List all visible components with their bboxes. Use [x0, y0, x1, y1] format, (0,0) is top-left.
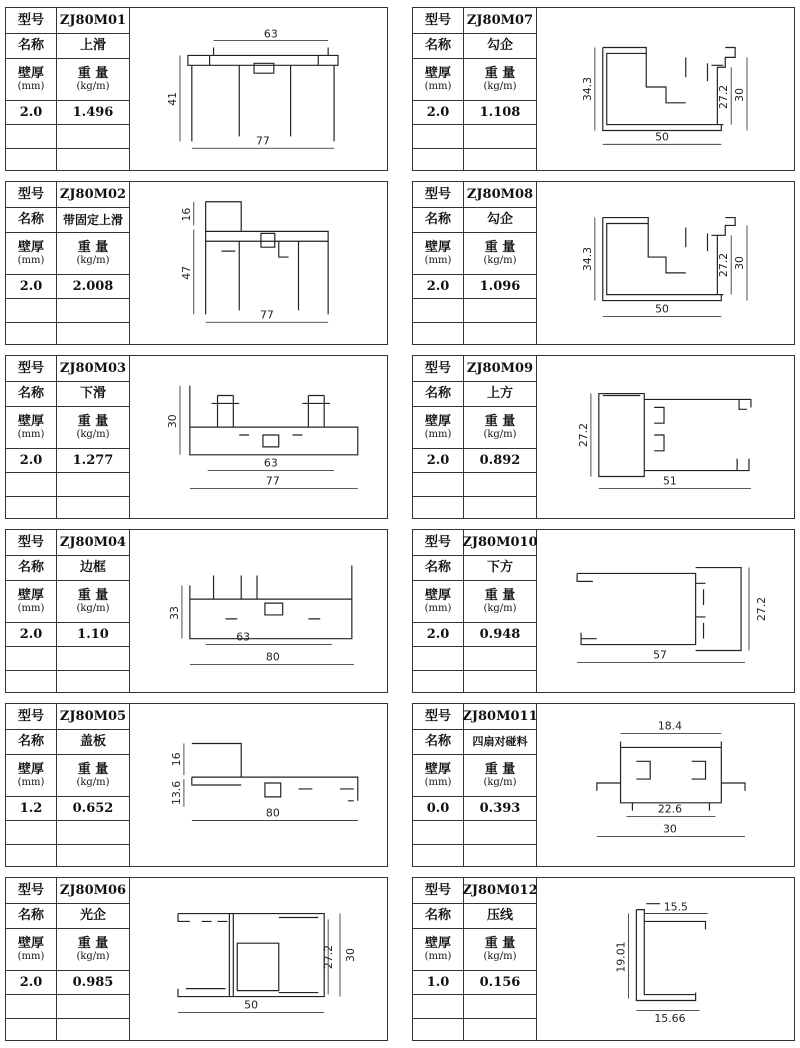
thickness-value: 1.0 [426, 974, 450, 990]
name-label: 名称 [424, 212, 451, 227]
profile-name: 边框 [79, 560, 106, 575]
model-label: 型号 [17, 535, 44, 550]
profile-name: 上方 [486, 386, 513, 401]
spec-table [6, 530, 130, 692]
spec-table [6, 356, 130, 518]
thickness-value: 2.0 [426, 104, 450, 120]
spec-table [413, 878, 537, 1040]
dimension-label: 63 [236, 630, 251, 644]
weight-value: 0.393 [479, 800, 521, 816]
weight-value: 0.985 [72, 974, 114, 990]
dimension-label: 50 [655, 302, 669, 316]
dimension-label: 33 [167, 606, 181, 620]
dimension-label: 30 [166, 414, 180, 429]
thickness-label: 壁厚 (mm) [17, 587, 45, 614]
thickness-value: 2.0 [19, 452, 43, 468]
weight-value: 1.496 [72, 104, 114, 120]
model-label: 型号 [17, 709, 44, 724]
dimension-label: 15.66 [654, 1012, 686, 1026]
weight-label: 重 量 (kg/m) [76, 935, 110, 962]
model-code: ZJ80M07 [466, 13, 534, 28]
profile-name: 勾企 [486, 212, 513, 227]
profile-card [5, 529, 388, 693]
weight-label: 重 量 (kg/m) [483, 65, 517, 92]
dimension-label: 57 [653, 648, 667, 662]
name-label: 名称 [424, 908, 451, 923]
dimension-label: 77 [265, 474, 280, 488]
model-code: ZJ80M09 [466, 361, 534, 376]
weight-label: 重 量 (kg/m) [76, 239, 110, 266]
spec-table [413, 356, 537, 518]
weight-label: 重 量 (kg/m) [76, 413, 110, 440]
weight-label: 重 量 (kg/m) [483, 761, 517, 788]
dimension-label: 63 [263, 27, 278, 41]
dimension-label: 27.2 [717, 252, 731, 278]
dimension-label: 51 [663, 474, 677, 488]
model-label: 型号 [17, 883, 44, 898]
profile-drawing [130, 704, 387, 866]
profile-name: 下方 [486, 560, 513, 575]
name-label: 名称 [424, 734, 451, 749]
thickness-label: 壁厚 (mm) [424, 761, 452, 788]
profile-cross-section [130, 8, 387, 170]
profile-cross-section [130, 878, 387, 1040]
thickness-label: 壁厚 (mm) [424, 239, 452, 266]
thickness-label: 壁厚 (mm) [17, 413, 45, 440]
profile-drawing [130, 356, 387, 518]
profile-card [5, 181, 388, 345]
profile-drawing [537, 530, 794, 692]
profile-drawing [537, 704, 794, 866]
spec-table [6, 8, 130, 170]
profile-drawing [537, 8, 794, 170]
profile-card [5, 7, 388, 171]
profile-card [5, 703, 388, 867]
name-label: 名称 [17, 212, 44, 227]
profile-drawing [537, 182, 794, 344]
model-code: ZJ80M011 [462, 709, 538, 724]
thickness-label: 壁厚 (mm) [17, 761, 45, 788]
thickness-label: 壁厚 (mm) [424, 935, 452, 962]
thickness-value: 2.0 [426, 626, 450, 642]
spec-table [6, 704, 130, 866]
profile-drawing [537, 878, 794, 1040]
weight-label: 重 量 (kg/m) [483, 413, 517, 440]
dimension-label: 30 [733, 88, 747, 102]
dimension-label: 27.2 [576, 422, 590, 448]
model-code: ZJ80M010 [462, 535, 538, 550]
weight-value: 1.277 [72, 452, 114, 468]
dimension-label: 27.2 [754, 596, 768, 622]
profile-cross-section [537, 704, 794, 866]
profile-card [412, 529, 795, 693]
model-label: 型号 [424, 535, 451, 550]
model-label: 型号 [424, 13, 451, 28]
spec-table [413, 704, 537, 866]
weight-label: 重 量 (kg/m) [76, 587, 110, 614]
profile-name: 带固定上滑 [62, 212, 123, 227]
name-label: 名称 [17, 560, 44, 575]
model-label: 型号 [424, 187, 451, 202]
profile-drawing [537, 356, 794, 518]
profile-cross-section [130, 530, 387, 692]
dimension-label: 41 [166, 91, 180, 106]
model-code: ZJ80M08 [466, 187, 534, 202]
thickness-label: 壁厚 (mm) [17, 935, 45, 962]
weight-value: 1.096 [479, 278, 521, 294]
spec-table [6, 878, 130, 1040]
dimension-label: 15.5 [663, 900, 688, 914]
model-code: ZJ80M06 [59, 883, 127, 898]
profile-name: 四扇对碰料 [472, 735, 528, 748]
dimension-label: 30 [663, 822, 677, 836]
thickness-label: 壁厚 (mm) [424, 587, 452, 614]
name-label: 名称 [17, 908, 44, 923]
weight-value: 0.156 [479, 974, 521, 990]
model-code: ZJ80M02 [59, 187, 127, 202]
thickness-value: 0.0 [426, 800, 450, 816]
weight-value: 1.10 [77, 626, 109, 642]
name-label: 名称 [17, 386, 44, 401]
model-code: ZJ80M04 [59, 535, 127, 550]
profile-name: 光企 [79, 908, 106, 923]
model-label: 型号 [17, 13, 44, 28]
dimension-label: 77 [256, 134, 270, 148]
dimension-label: 50 [244, 998, 259, 1012]
model-label: 型号 [424, 883, 451, 898]
profile-cross-section [537, 8, 794, 170]
profile-drawing [130, 878, 387, 1040]
dimension-label: 30 [343, 948, 357, 962]
weight-label: 重 量 (kg/m) [483, 239, 517, 266]
weight-label: 重 量 (kg/m) [483, 935, 517, 962]
profile-name: 压线 [486, 908, 513, 923]
model-label: 型号 [17, 361, 44, 376]
dimension-label: 27.2 [717, 84, 731, 109]
profile-drawing [130, 530, 387, 692]
thickness-value: 2.0 [426, 452, 450, 468]
profile-name: 下滑 [79, 386, 106, 401]
weight-value: 0.652 [72, 800, 114, 816]
dimension-label: 77 [259, 308, 274, 322]
dimension-label: 80 [265, 806, 280, 820]
name-label: 名称 [424, 38, 451, 53]
weight-value: 2.008 [72, 278, 114, 294]
weight-value: 0.948 [479, 626, 521, 642]
profile-name: 盖板 [79, 734, 106, 749]
profile-cross-section [130, 356, 387, 518]
name-label: 名称 [424, 560, 451, 575]
thickness-label: 壁厚 (mm) [17, 65, 45, 92]
dimension-label: 80 [265, 650, 280, 664]
profile-card [412, 7, 795, 171]
thickness-value: 2.0 [19, 626, 43, 642]
profile-card [412, 355, 795, 519]
model-code: ZJ80M012 [462, 883, 538, 898]
thickness-value: 2.0 [19, 104, 43, 120]
profile-card [412, 181, 795, 345]
dimension-label: 19.01 [614, 941, 628, 973]
profile-cross-section [130, 182, 387, 344]
dimension-label: 16 [169, 752, 183, 767]
profile-name: 上滑 [79, 38, 106, 53]
weight-label: 重 量 (kg/m) [483, 587, 517, 614]
profile-cross-section [130, 704, 387, 866]
spec-table [413, 182, 537, 344]
profile-name: 勾企 [486, 38, 513, 53]
dimension-label: 47 [179, 265, 193, 280]
thickness-value: 2.0 [19, 974, 43, 990]
model-label: 型号 [424, 709, 451, 724]
model-label: 型号 [424, 361, 451, 376]
dimension-label: 50 [655, 130, 669, 144]
dimension-label: 22.6 [657, 802, 683, 816]
weight-value: 1.108 [479, 104, 521, 120]
name-label: 名称 [424, 386, 451, 401]
name-label: 名称 [17, 734, 44, 749]
thickness-label: 壁厚 (mm) [424, 65, 452, 92]
thickness-value: 2.0 [19, 278, 43, 294]
dimension-label: 16 [179, 207, 193, 222]
dimension-label: 34.3 [580, 76, 594, 102]
profile-card [5, 355, 388, 519]
profile-card [412, 877, 795, 1041]
profile-drawing [130, 8, 387, 170]
weight-label: 重 量 (kg/m) [76, 65, 110, 92]
dimension-label: 18.4 [657, 719, 683, 733]
thickness-value: 2.0 [426, 278, 450, 294]
model-code: ZJ80M03 [59, 361, 127, 376]
name-label: 名称 [17, 38, 44, 53]
profile-drawing [130, 182, 387, 344]
profile-cross-section [537, 530, 794, 692]
thickness-value: 1.2 [19, 800, 43, 816]
profile-cross-section [537, 182, 794, 344]
model-code: ZJ80M05 [59, 709, 127, 724]
dimension-label: 63 [263, 456, 278, 470]
model-code: ZJ80M01 [59, 13, 127, 28]
thickness-label: 壁厚 (mm) [17, 239, 45, 266]
dimension-label: 34.3 [580, 246, 594, 272]
dimension-label: 27.2 [322, 944, 336, 970]
dimension-label: 30 [733, 256, 747, 270]
thickness-label: 壁厚 (mm) [424, 413, 452, 440]
dimension-label: 13.6 [169, 780, 183, 805]
weight-label: 重 量 (kg/m) [76, 761, 110, 788]
spec-table [413, 530, 537, 692]
spec-table [413, 8, 537, 170]
profile-card [5, 877, 388, 1041]
model-label: 型号 [17, 187, 44, 202]
profile-card [412, 703, 795, 867]
weight-value: 0.892 [479, 452, 521, 468]
profile-cross-section [537, 356, 794, 518]
profile-cross-section [537, 878, 794, 1040]
spec-table [6, 182, 130, 344]
